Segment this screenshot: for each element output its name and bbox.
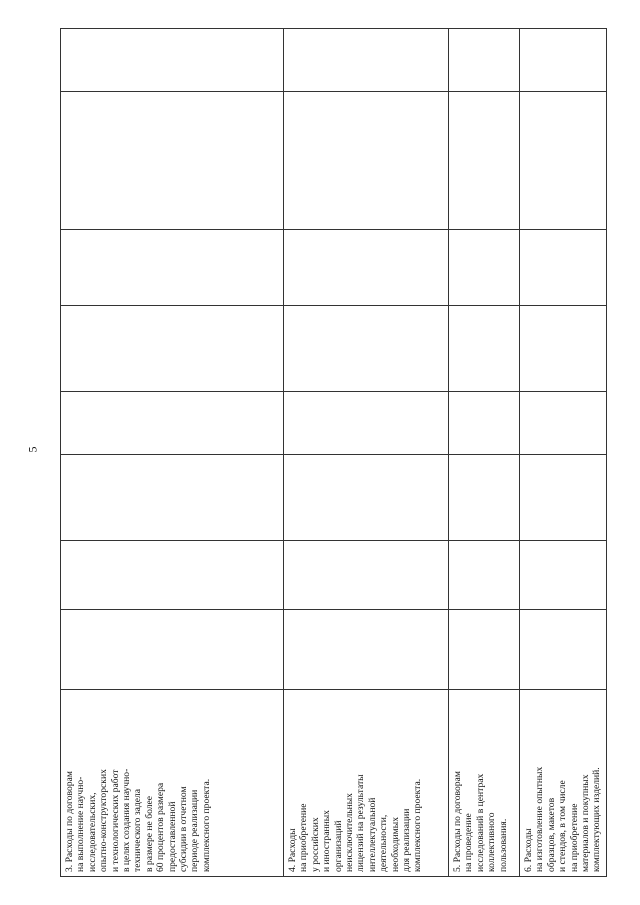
table-cell: [520, 541, 607, 610]
table-row: [449, 29, 520, 877]
table-cell: [61, 541, 284, 610]
table-cell: [449, 29, 520, 92]
table-cell: [61, 306, 284, 392]
table-row: [61, 29, 284, 877]
table-cell: [520, 29, 607, 92]
table-cell: [284, 29, 449, 92]
table-cell: [449, 306, 520, 392]
table-cell: [61, 230, 284, 306]
expenses-table: [60, 28, 607, 877]
table-cell: [520, 610, 607, 690]
table-cell: [520, 392, 607, 455]
table-cell: [520, 92, 607, 230]
table-cell: [61, 92, 284, 230]
table-row: [284, 29, 449, 877]
table-cell: [284, 610, 449, 690]
table-cell: [284, 92, 449, 230]
table-cell: [284, 230, 449, 306]
table-cell: [449, 455, 520, 541]
row-label: 4. Расходы на приобретение у российских и иностранных организаций неисключительных лицензий на результаты интеллектуальной деятельности, необходимых для реализации комплексного проекта.: [284, 690, 449, 877]
row-label: 5. Расходы по договорам на проведение исследований в центрах коллективного пользования.: [449, 690, 520, 877]
table-cell: [61, 29, 284, 92]
table-cell: [449, 541, 520, 610]
table-cell: [61, 455, 284, 541]
table-cell: [284, 306, 449, 392]
table-cell: [61, 610, 284, 690]
table-container: [60, 29, 603, 877]
row-label: 3. Расходы по договорам на выполнение научно- исследовательских, опытно-конструкторских и технологических работ в целях создания научно- технического задела в размере не более 60 процентов размера предоставленной субсидии в отчетном периоде реализации комплексного проекта.: [61, 690, 284, 877]
table-cell: [449, 610, 520, 690]
table-cell: [449, 392, 520, 455]
table-cell: [284, 392, 449, 455]
table-cell: [61, 392, 284, 455]
table-row: [520, 29, 607, 877]
table-cell: [284, 455, 449, 541]
page-number: 5: [25, 446, 40, 453]
table-cell: [520, 455, 607, 541]
table-cell: [284, 541, 449, 610]
row-label: 6. Расходы на изготовление опытных образцов, макетов и стендов, в том числе на приобретение материалов и покупных комплектующих изделий.: [520, 690, 607, 877]
table-cell: [520, 230, 607, 306]
table-cell: [449, 230, 520, 306]
table-cell: [520, 306, 607, 392]
table-cell: [449, 92, 520, 230]
